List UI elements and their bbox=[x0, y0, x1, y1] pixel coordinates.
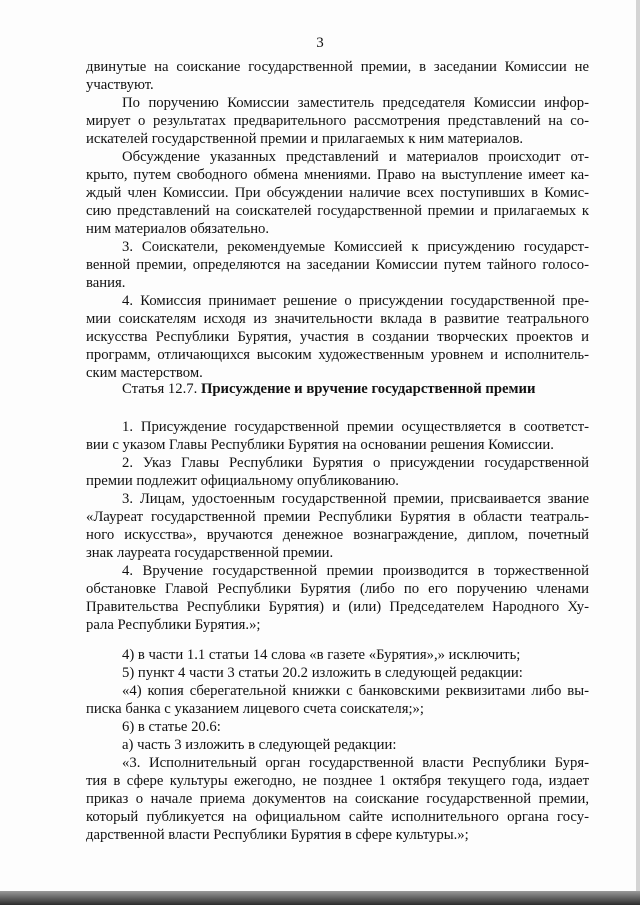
text-line: крыто, путем свободного обмена мнениями. Право на выступление имеет ка- bbox=[86, 167, 589, 183]
text-line: премии подлежит официальному опубликованию. bbox=[86, 473, 399, 489]
text-line: тия в сфере культуры ежегодно, не позднее 1 октября текущего года, издает bbox=[86, 773, 589, 789]
text-line: 5) пункт 4 части 3 статьи 20.2 изложить в следующей редакции: bbox=[122, 665, 523, 681]
text-line: дарственной власти Республики Бурятия в сфере культуры.»; bbox=[86, 827, 469, 843]
text-line: сию представлений на соискателей государственной премии и прилагаемых к bbox=[86, 203, 589, 219]
text-line: мии соискателям исходя из значительности вклада в развитие театрального bbox=[86, 311, 589, 327]
text-line: По поручению Комиссии заместитель председателя Комиссии инфор- bbox=[122, 95, 589, 111]
text-line: знак лауреата государственной премии. bbox=[86, 545, 334, 561]
text-line: Правительства Республики Бурятия) и (или) Председателем Народного Ху- bbox=[86, 599, 589, 615]
text-line: «Лауреат государственной премии Республики Бурятия в области театраль- bbox=[86, 509, 589, 525]
text-line: ским мастерством. bbox=[86, 365, 203, 381]
text-line: ного искусства», вручаются денежное вознаграждение, диплом, почетный bbox=[86, 527, 589, 543]
text-line: двинутые на соискание государственной премии, в заседании Комиссии не bbox=[86, 59, 589, 75]
text-line: «3. Исполнительный орган государственной власти Республики Буря- bbox=[122, 755, 589, 771]
text-line: ждый член Комиссии. При обсуждении наличие всех поступивших в Комис- bbox=[86, 185, 589, 201]
text-line: писка банка с указанием лицевого счета соискателя;»; bbox=[86, 701, 424, 717]
text-line: венной премии, определяются на заседании Комиссии путем тайного голосо- bbox=[86, 257, 589, 273]
text-line: обстановке Главой Республики Бурятия (либо по его поручению членами bbox=[86, 581, 589, 597]
text-line: вии с указом Главы Республики Бурятия на основании решения Комиссии. bbox=[86, 437, 554, 453]
text-line: 3. Лицам, удостоенным государственной премии, присваивается звание bbox=[122, 491, 589, 507]
article-number: Статья 12.7. bbox=[122, 381, 201, 397]
text-line: искусства Республики Бурятия, участия в создании творческих проектов и bbox=[86, 329, 589, 345]
text-line: искателей государственной премии и прилагаемых к ним материалов. bbox=[86, 131, 524, 147]
text-line: который публикуется на официальном сайте исполнительного органа госу- bbox=[86, 809, 589, 825]
text-line: рала Республики Бурятия.»; bbox=[86, 617, 261, 633]
text-line: приказ о начале приема документов на соискание государственной премии, bbox=[86, 791, 589, 807]
text-line: 2. Указ Главы Республики Бурятия о присуждении государственной bbox=[122, 455, 589, 471]
text-line: вания. bbox=[86, 275, 126, 291]
text-line: мирует о результатах предварительного рассмотрения представлений на со- bbox=[86, 113, 589, 129]
text-line: 1. Присуждение государственной премии осуществляется в соответст- bbox=[122, 419, 589, 435]
article-heading bbox=[122, 380, 589, 398]
text-line: ним материалов обязательно. bbox=[86, 221, 270, 237]
text-line: 4. Комиссия принимает решение о присуждении государственной пре- bbox=[122, 293, 589, 309]
text-line: Обсуждение указанных представлений и материалов происходит от- bbox=[122, 149, 589, 165]
text-line: программ, отличающихся высоким художественным уровнем и исполнитель- bbox=[86, 347, 589, 363]
text-line: 3. Соискатели, рекомендуемые Комиссией к присуждению государст- bbox=[122, 239, 589, 255]
text-line: участвуют. bbox=[86, 77, 154, 93]
scan-edge bbox=[636, 0, 640, 905]
scan-bottom-edge bbox=[0, 891, 640, 905]
article-title: Присуждение и вручение государственной премии bbox=[200, 381, 536, 397]
text-line: 4) в части 1.1 статьи 14 слова «в газете «Бурятия»,» исключить; bbox=[122, 647, 521, 663]
page-number: 3 bbox=[316, 35, 324, 51]
text-line: 6) в статье 20.6: bbox=[122, 719, 221, 735]
text-line: 4. Вручение государственной премии производится в торжественной bbox=[122, 563, 589, 579]
text-line: а) часть 3 изложить в следующей редакции: bbox=[122, 737, 397, 753]
text-line: «4) копия сберегательной книжки с банковскими реквизитами либо вы- bbox=[122, 683, 589, 699]
